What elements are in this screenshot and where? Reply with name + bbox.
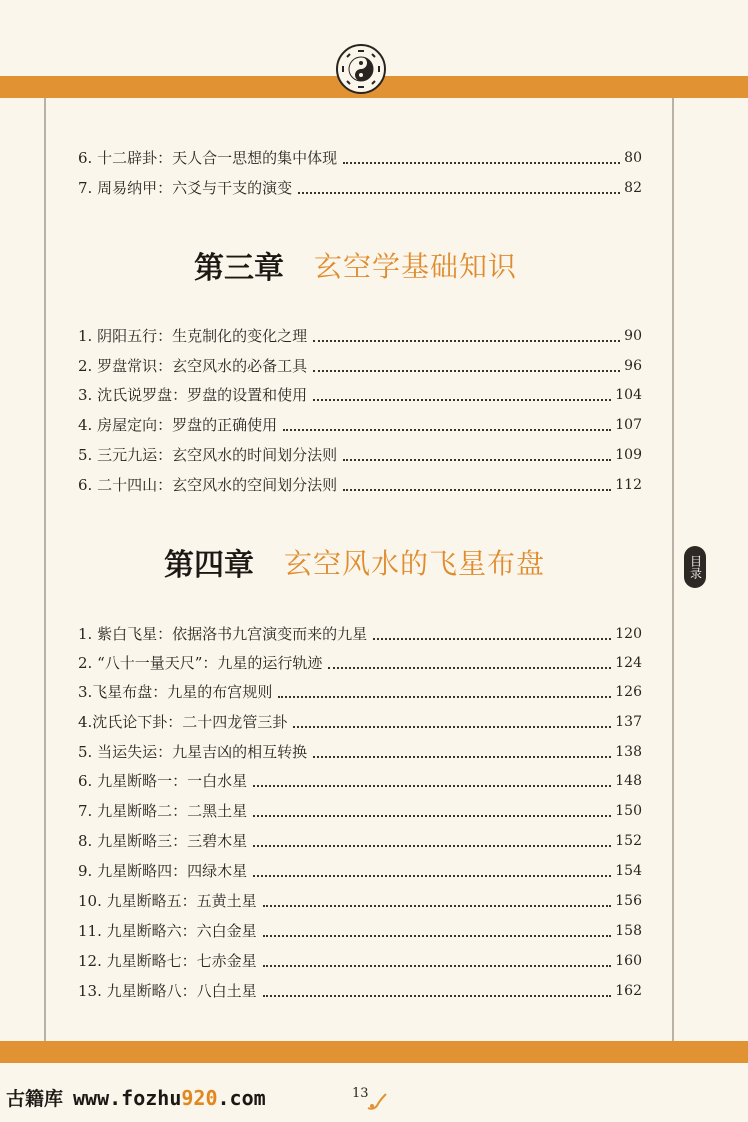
toc-entry-page: 152	[615, 833, 642, 849]
toc-entry-page: 148	[615, 773, 642, 789]
toc-entry[interactable]	[78, 352, 642, 376]
toc-entry[interactable]	[78, 857, 642, 881]
toc-entry-title: 6. 二十四山：玄空风水的空间划分法则	[78, 476, 338, 494]
toc-entry-title: 2. 罗盘常识：玄空风水的必备工具	[78, 357, 308, 375]
leader-dots	[328, 667, 611, 669]
toc-entry-page: 124	[615, 655, 642, 671]
leader-dots	[263, 995, 612, 997]
toc-entry-title: 3. 沈氏说罗盘：罗盘的设置和使用	[78, 386, 308, 404]
toc-entry-title: 5. 三元九运：玄空风水的时间划分法则	[78, 446, 338, 464]
toc-entry-title: 4.沈氏论下卦：二十四龙管三卦	[78, 713, 288, 731]
toc-entry[interactable]	[78, 649, 642, 673]
leader-dots	[343, 162, 620, 164]
toc-entry-title: 12. 九星断略七：七赤金星	[78, 952, 257, 970]
chapter-number: 第四章	[164, 548, 254, 583]
chapter-number: 第三章	[194, 251, 284, 286]
leader-dots	[313, 399, 611, 401]
toc-entry[interactable]	[78, 767, 642, 791]
leader-dots	[253, 845, 611, 847]
toc-entry-title: 5. 当运失运：九星吉凶的相互转换	[78, 743, 308, 761]
leader-dots	[263, 965, 612, 967]
site-url	[73, 1086, 266, 1110]
page-number: 13	[352, 1086, 369, 1101]
site-url-prefix: www.fozhu	[73, 1086, 182, 1110]
leader-dots	[283, 429, 611, 431]
toc-entry-title: 1. 紫白飞星：依据洛书九宫演变而来的九星	[78, 625, 368, 643]
toc-entry-title: 9. 九星断略四：四绿木星	[78, 862, 248, 880]
toc-entry[interactable]	[78, 620, 642, 644]
leader-dots	[343, 489, 611, 491]
leader-dots	[298, 192, 620, 194]
toc-entry-title: 7. 九星断略二：二黑土星	[78, 802, 248, 820]
leader-dots	[263, 905, 612, 907]
toc-entry-title: 7. 周易纳甲：六爻与干支的演变	[78, 179, 293, 197]
toc-entry[interactable]	[78, 827, 642, 851]
toc-entry-title: 1. 阴阳五行：生克制化的变化之理	[78, 327, 308, 345]
chapter-4-heading	[164, 540, 545, 584]
toc-entry-page: 154	[615, 863, 642, 879]
site-name: 古籍库	[6, 1088, 64, 1110]
toc-entry-title: 11. 九星断略六：六白金星	[78, 922, 257, 940]
toc-entry[interactable]	[78, 471, 642, 495]
leader-dots	[278, 696, 611, 698]
leader-dots	[343, 459, 611, 461]
toc-entry-page: 156	[615, 893, 642, 909]
toc-entry[interactable]	[78, 708, 642, 732]
chapter-title: 玄空风水的飞星布盘	[284, 547, 546, 580]
leader-dots	[373, 638, 611, 640]
toc-side-tab[interactable]: 目录	[684, 546, 706, 588]
toc-entry[interactable]	[78, 411, 642, 435]
toc-entry-page: 104	[615, 387, 642, 403]
toc-entry-title: 8. 九星断略三：三碧木星	[78, 832, 248, 850]
toc-entry-title: 4. 房屋定向：罗盘的正确使用	[78, 416, 278, 434]
site-url-number: 920	[181, 1086, 218, 1110]
chapter-3-heading	[194, 243, 517, 287]
toc-entry-page: 158	[615, 923, 642, 939]
toc-entry-page: 126	[615, 684, 642, 700]
footer-band	[0, 1041, 748, 1063]
site-watermark[interactable]	[6, 1084, 266, 1114]
chapter-title: 玄空学基础知识	[314, 250, 518, 283]
toc-entry[interactable]	[78, 738, 642, 762]
toc-entry[interactable]	[78, 887, 642, 911]
toc-entry-title: 2. “八十一量天尺”：九星的运行轨迹	[78, 654, 323, 672]
toc-entry-title: 6. 九星断略一：一白水星	[78, 772, 248, 790]
toc-entry-page: 90	[624, 328, 642, 344]
swirl-ornament-icon	[366, 1090, 388, 1112]
toc-entry[interactable]	[78, 797, 642, 821]
toc-entry-page: 96	[624, 358, 642, 374]
toc-entry[interactable]	[78, 947, 642, 971]
leader-dots	[313, 340, 620, 342]
toc-entry-page: 137	[615, 714, 642, 730]
toc-entry[interactable]	[78, 381, 642, 405]
toc-entry[interactable]	[78, 917, 642, 941]
leader-dots	[313, 370, 620, 372]
toc-entry-title: 6. 十二辟卦：天人合一思想的集中体现	[78, 149, 338, 167]
toc-entry-title: 3.飞星布盘：九星的布宫规则	[78, 683, 273, 701]
toc-entry-page: 107	[615, 417, 642, 433]
toc-entry-title: 13. 九星断略八：八白土星	[78, 982, 257, 1000]
toc-entry-page: 109	[615, 447, 642, 463]
toc-entry-page: 138	[615, 744, 642, 760]
toc-entry-title: 10. 九星断略五：五黄土星	[78, 892, 257, 910]
leader-dots	[293, 726, 611, 728]
leader-dots	[253, 815, 611, 817]
toc-entry-page: 82	[624, 180, 642, 196]
toc-entry-page: 80	[624, 150, 642, 166]
bagua-yin-yang-icon	[336, 44, 386, 94]
toc-entry[interactable]	[78, 977, 642, 1001]
toc-entry[interactable]	[78, 322, 642, 346]
toc-entry-page: 150	[615, 803, 642, 819]
leader-dots	[253, 785, 611, 787]
toc-entry-page: 162	[615, 983, 642, 999]
toc-entry[interactable]	[78, 678, 642, 702]
toc-entry[interactable]	[78, 441, 642, 465]
leader-dots	[263, 935, 612, 937]
toc-entry-page: 120	[615, 626, 642, 642]
site-url-suffix: .com	[217, 1086, 266, 1110]
leader-dots	[253, 875, 611, 877]
leader-dots	[313, 756, 611, 758]
toc-entry-page: 160	[615, 953, 642, 969]
toc-entry[interactable]	[78, 174, 642, 198]
toc-entry-page: 112	[615, 477, 642, 493]
toc-entry[interactable]	[78, 144, 642, 168]
